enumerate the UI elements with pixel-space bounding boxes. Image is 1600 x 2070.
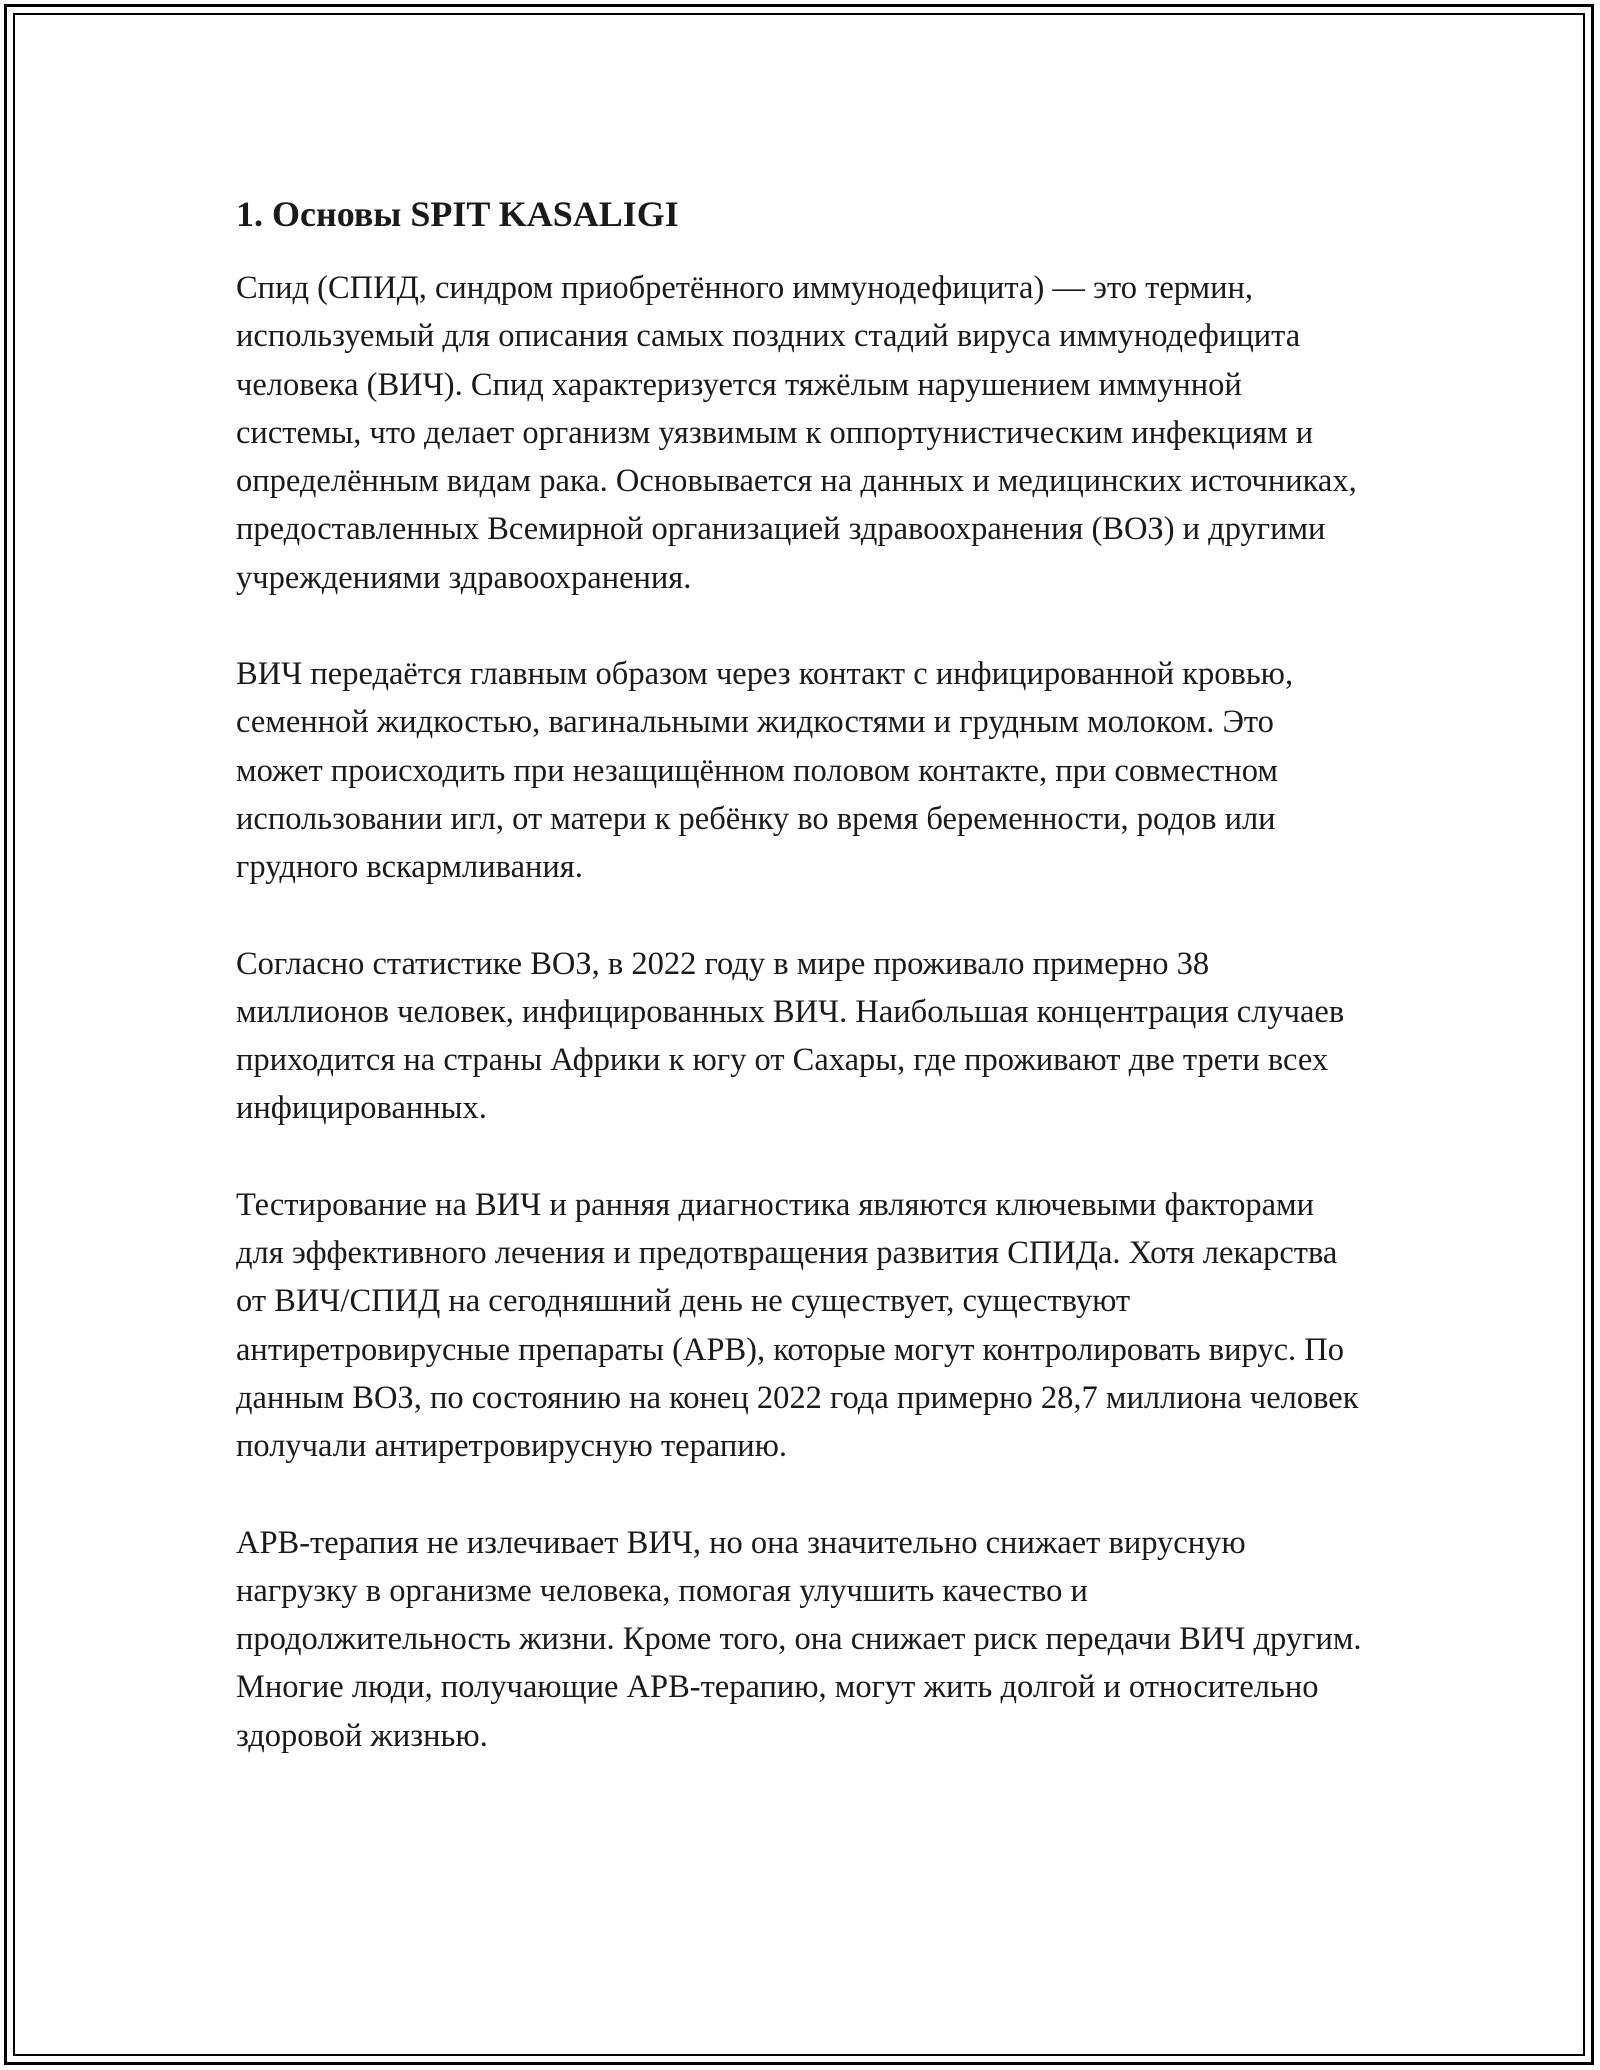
paragraph-arv-therapy: АРВ-терапия не излечивает ВИЧ, но она значительно снижает вирусную нагрузку в организме человека, помогая улучшить качество и продолжительность жизни. Кроме того, она снижает риск передачи ВИЧ другим. Многие люди, получающие АРВ-терапию, могут жить долгой и относительно здоровой жизнью. (236, 1524, 1362, 1754)
document-body (236, 190, 1366, 1760)
paragraph-testing-treatment: Тестирование на ВИЧ и ранняя диагностика являются ключевыми факторами для эффективного лечения и предотвращения развития СПИДа. Хотя лекарства от ВИЧ/СПИД на сегодняшний день не существует, существуют антиретровирусные препараты (АРВ), которые могут контролировать вирус. По данным ВОЗ, по состоянию на конец 2022 года примерно 28,7 миллиона человек получали антиретровирусную терапию. (236, 1186, 1359, 1465)
paragraph-transmission: ВИЧ передаётся главным образом через контакт с инфицированной кровью, семенной жидкостью, вагинальными жидкостями и грудным молоком. Это может происходить при незащищённом половом контакте, при совместном использовании игл, от матери к ребёнку во время беременности, родов или грудного вскармливания. (236, 656, 1294, 886)
paragraph-aids-definition: Спид (СПИД, синдром приобретённого иммунодефицита) — это термин, используемый для описания самых поздних стадий вируса иммунодефицита человека (ВИЧ). Спид характеризуется тяжёлым нарушением иммунной системы, что делает организм уязвимым к оппортунистическим инфекциям и определённым видам рака. Основывается на данных и медицинских источниках, предоставленных Всемирной организацией здравоохранения (ВОЗ) и другими учреждениями здравоохранения. (236, 270, 1357, 596)
section-heading: 1. Основы SPIT KASALIGI (236, 194, 679, 234)
paragraph-statistics: Согласно статистике ВОЗ, в 2022 году в мире проживало примерно 38 миллионов человек, инфицированных ВИЧ. Наибольшая концентрация случаев приходится на страны Африки к югу от Сахары, где проживают две трети всех инфицированных. (236, 945, 1345, 1127)
